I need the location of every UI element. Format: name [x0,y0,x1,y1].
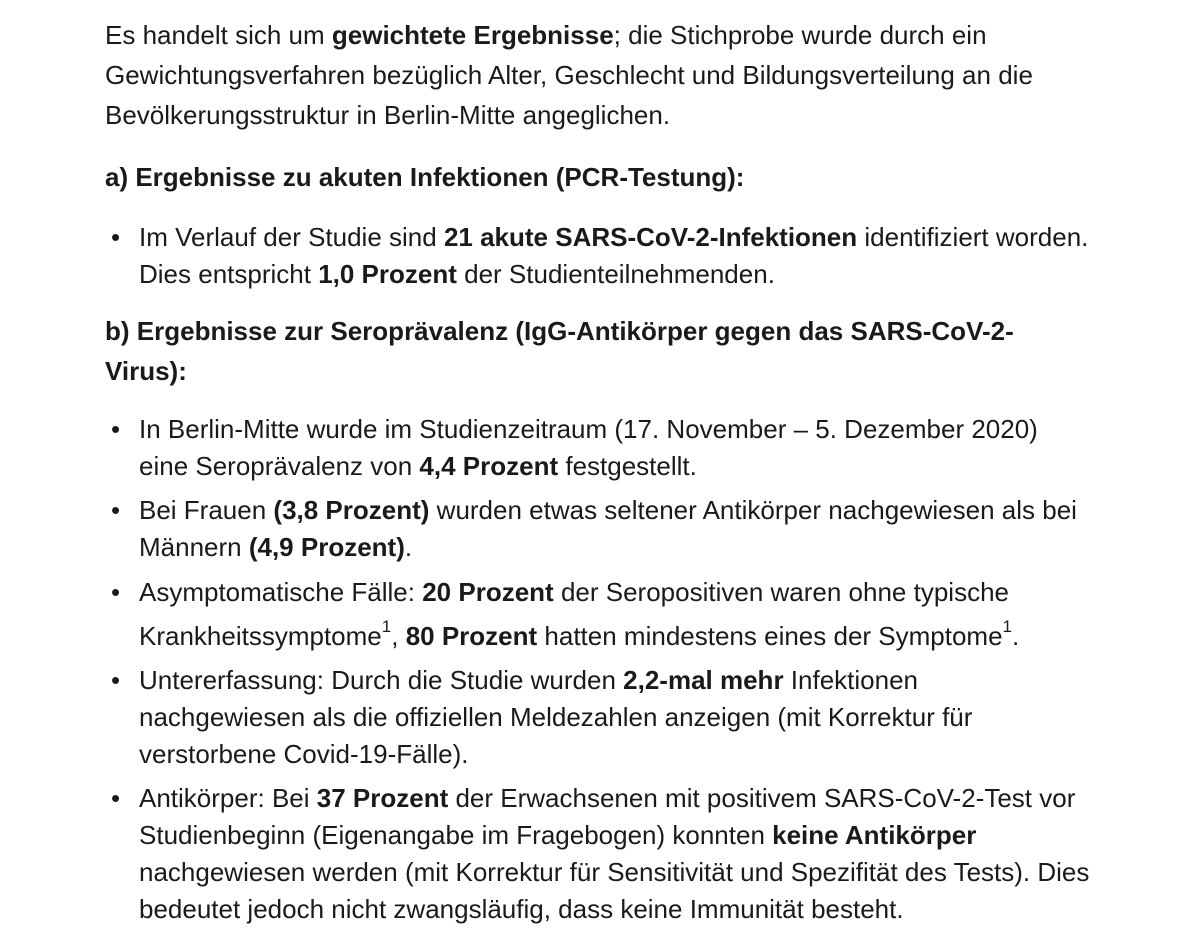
item-text: der Erwachsenen mit positivem SARS-CoV-2-Test vor Studienbeginn (Eigenangabe im Fragebogen) konnten [139,783,1076,850]
item-emphasis: 37 Prozent [316,783,449,813]
item-text: festgestellt. [558,451,697,481]
section-b-heading: b) Ergebnisse zur Seroprävalenz (IgG-Antikörper gegen das SARS-CoV-2-Virus): [105,316,1014,386]
item-text: hatten mindestens eines der Symptome [537,621,1003,651]
item-text: Infektionen nachgewiesen als die offiziellen Meldezahlen anzeigen (mit Korrektur für verstorbene Covid-19-Fälle). [139,665,973,769]
intro-paragraph [105,0,1090,135]
item-text: wurden etwas seltener Antikörper nachgewiesen als bei Männern [139,495,1077,562]
list-item [105,780,1090,928]
item-text: der Seropositiven waren ohne typische Krankheitssymptome [139,577,1009,651]
item-text: Antikörper: Bei [139,783,317,813]
item-emphasis: 80 Prozent [405,621,538,651]
list-item [105,662,1090,773]
intro-text: ; die Stichprobe wurde durch ein Gewichtungsverfahren bezüglich Alter, Geschlecht und Bildungsverteilung an die Bevölkerungsstruktur in Berlin-Mitte angeglichen. [105,20,1033,130]
list-item [105,411,1090,485]
item-text: identifiziert worden. Dies entspricht [139,222,1089,289]
item-text: Bei Frauen [139,495,274,525]
footnote-marker: 1 [1002,617,1013,637]
item-text: , [391,621,406,651]
item-text: Asymptomatische Fälle: [139,577,423,607]
item-emphasis: keine Antikörper [772,820,977,850]
intro-text: Es handelt sich um [105,20,332,50]
section-a-heading: a) Ergebnisse zu akuten Infektionen (PCR-Testung): [105,162,745,192]
item-text: nachgewiesen werden (mit Korrektur für Sensitivität und Spezifität des Tests). Dies bedeutet jedoch nicht zwangsläufig, dass keine Immunität besteht. [139,857,1090,924]
footnote-marker: 1 [381,617,392,637]
item-text: . [404,532,413,562]
section-a-list [105,219,1090,293]
item-emphasis: 20 Prozent [422,577,554,607]
item-emphasis: 21 akute SARS-CoV-2-Infektionen [443,222,858,252]
item-emphasis: 4,4 Prozent [419,451,559,481]
item-text: Untererfassung: Durch die Studie wurden [139,665,624,695]
item-text: In Berlin-Mitte wurde im Studienzeitraum (17. November – 5. Dezember 2020) eine Seroprävalenz von [139,414,1038,481]
item-emphasis: 1,0 Prozent [318,259,457,289]
item-emphasis: (3,8 Prozent) [273,495,430,525]
item-text: Im Verlauf der Studie sind [139,222,444,252]
item-emphasis: (4,9 Prozent) [248,532,405,562]
item-emphasis: 2,2-mal mehr [623,665,784,695]
list-item [105,219,1090,293]
item-text: der Studienteilnehmenden. [456,259,775,289]
list-item [105,570,1090,658]
list-item [105,492,1090,566]
section-b-list [105,411,1090,928]
intro-emphasis: gewichtete Ergebnisse [331,20,614,50]
item-text: . [1012,621,1020,651]
